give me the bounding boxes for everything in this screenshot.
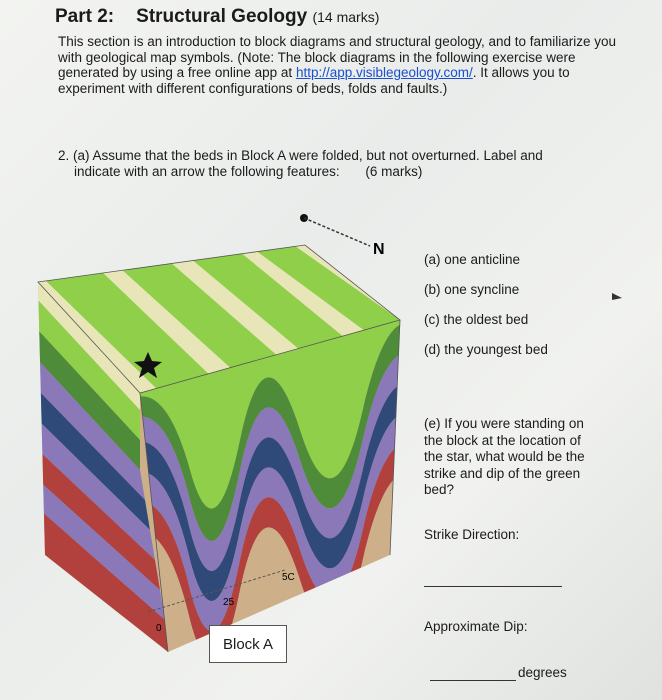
question-line-1: 2. (a) Assume that the beds in Block A were folded, but not overturned. Label and <box>58 148 543 163</box>
feature-d: (d) the youngest bed <box>424 342 548 357</box>
feature-c: (c) the oldest bed <box>424 312 529 327</box>
section-title: Structural Geology <box>136 6 308 27</box>
dip-answer-line[interactable] <box>430 680 516 681</box>
dip-label: Approximate Dip: <box>424 619 528 634</box>
strike-label: Strike Direction: <box>424 527 520 542</box>
feature-a: (a) one anticline <box>424 252 521 267</box>
dip-unit: degrees <box>518 665 567 680</box>
question-instruction: indicate with an arrow the following features: <box>74 164 340 179</box>
strike-answer-line[interactable] <box>424 586 562 587</box>
question-marks: (6 marks) <box>365 164 423 179</box>
block-label-box <box>209 625 287 663</box>
feature-b: (b) one syncline <box>424 282 520 297</box>
axis-tick-50: 5C <box>282 572 295 583</box>
axis-tick-0: 0 <box>156 623 162 634</box>
north-arrow <box>300 214 370 246</box>
axis-tick-25: 25 <box>223 597 235 608</box>
app-link[interactable]: http://app.visiblegeology.com/ <box>295 65 473 80</box>
part-e-question: (e) If you were standing on the block at the location of the star, what would be the strike and dip of the green bed? <box>424 416 585 497</box>
part-number: Part 2: <box>55 6 115 27</box>
intro-text-end: . It allows you to experiment with different configurations of beds, folds and faults.) <box>58 65 570 96</box>
block-label: Block A <box>222 635 274 653</box>
north-label: N <box>373 241 385 258</box>
section-marks: (14 marks) <box>312 9 380 25</box>
intro-text: This section is an introduction to block diagrams and structural geology, and to familiarize you with geological map symbols. (Note: The block diagrams in the following exercise were generated by using a free online app at <box>58 34 617 80</box>
arrow-mark-icon <box>612 293 622 300</box>
